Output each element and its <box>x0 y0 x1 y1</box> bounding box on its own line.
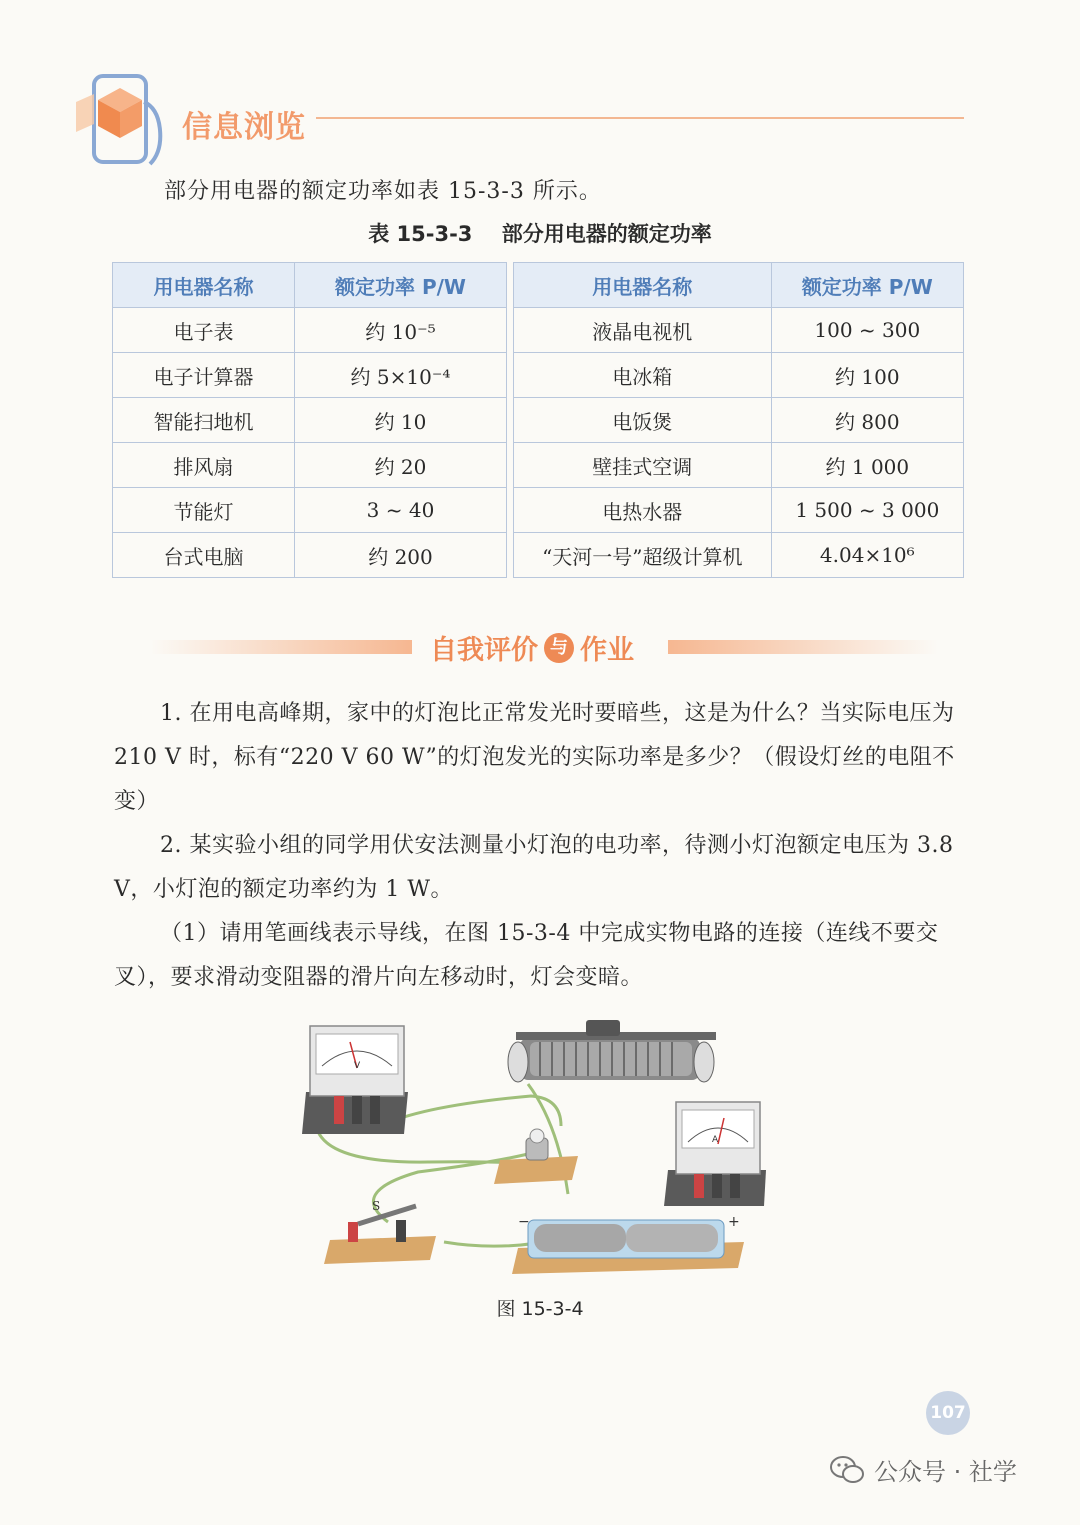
table-cell: 液晶电视机 <box>513 308 771 353</box>
table-header-cell: 用电器名称 <box>513 263 771 308</box>
ammeter-label: A <box>712 1135 719 1145</box>
table-cell: 约 800 <box>771 398 963 443</box>
table-caption <box>0 218 1080 248</box>
table-row <box>113 488 964 533</box>
table-cell: 智能扫地机 <box>113 398 295 443</box>
section-band-right <box>668 640 938 654</box>
table-cell: 约 200 <box>294 533 506 578</box>
intro-text: 部分用电器的额定功率如表 15-3-3 所示。 <box>164 179 602 204</box>
table-header-cell: 额定功率 P/W <box>771 263 963 308</box>
table-cell: “天河一号”超级计算机 <box>513 533 771 578</box>
watermark <box>830 1452 1017 1487</box>
ammeter <box>664 1102 766 1206</box>
table-cell: 约 100 <box>771 353 963 398</box>
section-title-b: 作业 <box>580 635 634 666</box>
table-gap <box>507 533 514 578</box>
question-1: 1. 在用电高峰期，家中的灯泡比正常发光时要暗些，这是为什么？当实际电压为 210 V 时，标有“220 V 60 W”的灯泡发光的实际功率是多少？（假设灯丝的电阻不变） <box>114 701 955 814</box>
table-cell: 约 10⁻⁵ <box>294 308 506 353</box>
table-gap <box>507 443 514 488</box>
table-cell: 约 1 000 <box>771 443 963 488</box>
table-cell: 3 ~ 40 <box>294 488 506 533</box>
table-header-row <box>113 263 964 308</box>
table-header-cell: 额定功率 P/W <box>294 263 506 308</box>
table-cell: 约 20 <box>294 443 506 488</box>
wechat-icon <box>830 1455 864 1485</box>
switch <box>324 1206 436 1264</box>
switch-label: S <box>372 1199 381 1213</box>
rheostat <box>508 1020 716 1082</box>
page-number: 107 <box>926 1391 970 1435</box>
table-cell: 约 5×10⁻⁴ <box>294 353 506 398</box>
table-row <box>113 533 964 578</box>
lamp <box>494 1129 578 1184</box>
watermark-text: 公众号 · 社学 <box>874 1458 1017 1486</box>
table-gap <box>507 308 514 353</box>
table-cell: 排风扇 <box>113 443 295 488</box>
table-cell: 100 ~ 300 <box>771 308 963 353</box>
question-2: 2. 某实验小组的同学用伏安法测量小灯泡的电功率，待测小灯泡额定电压为 3.8 V，小灯泡的额定功率约为 1 W。 <box>114 833 954 902</box>
voltmeter <box>302 1026 408 1134</box>
phone-cube-icon <box>72 72 172 168</box>
figure-caption: 图 15-3-4 <box>496 1298 584 1320</box>
table-gap <box>507 353 514 398</box>
header-rule <box>316 117 964 119</box>
table-gap <box>507 398 514 443</box>
section-title-a: 自我评价 <box>430 635 538 666</box>
circuit-figure <box>296 1010 780 1288</box>
section-title <box>430 628 634 667</box>
table-cell: 电子计算器 <box>113 353 295 398</box>
table-cell: 电热水器 <box>513 488 771 533</box>
table-gap <box>507 263 514 308</box>
table-cell: 约 10 <box>294 398 506 443</box>
battery <box>512 1220 744 1274</box>
table-cell: 节能灯 <box>113 488 295 533</box>
table-cell: 电饭煲 <box>513 398 771 443</box>
table-cell: 电冰箱 <box>513 353 771 398</box>
table-header-cell: 用电器名称 <box>113 263 295 308</box>
battery-plus-label: + <box>728 1214 740 1230</box>
power-table <box>112 262 964 578</box>
table-row <box>113 443 964 488</box>
table-cell: 1 500 ~ 3 000 <box>771 488 963 533</box>
table-row <box>113 353 964 398</box>
table-caption-number: 表 15-3-3 <box>368 222 473 246</box>
table-cell: 台式电脑 <box>113 533 295 578</box>
section-header-title: 信息浏览 <box>182 110 306 145</box>
questions <box>114 692 966 1000</box>
table-cell: 壁挂式空调 <box>513 443 771 488</box>
battery-minus-label: − <box>518 1214 530 1230</box>
voltmeter-label: V <box>354 1061 361 1071</box>
table-cell: 电子表 <box>113 308 295 353</box>
table-caption-title: 部分用电器的额定功率 <box>501 222 712 246</box>
table-row <box>113 308 964 353</box>
section-title-link: 与 <box>544 633 574 663</box>
section-band-left <box>150 640 412 654</box>
table-row <box>113 398 964 443</box>
table-gap <box>507 488 514 533</box>
table-cell: 4.04×10⁶ <box>771 533 963 578</box>
question-2-part-1: （1）请用笔画线表示导线，在图 15-3-4 中完成实物电路的连接（连线不要交叉），要求滑动变阻器的滑片向左移动时，灯会变暗。 <box>114 921 939 990</box>
